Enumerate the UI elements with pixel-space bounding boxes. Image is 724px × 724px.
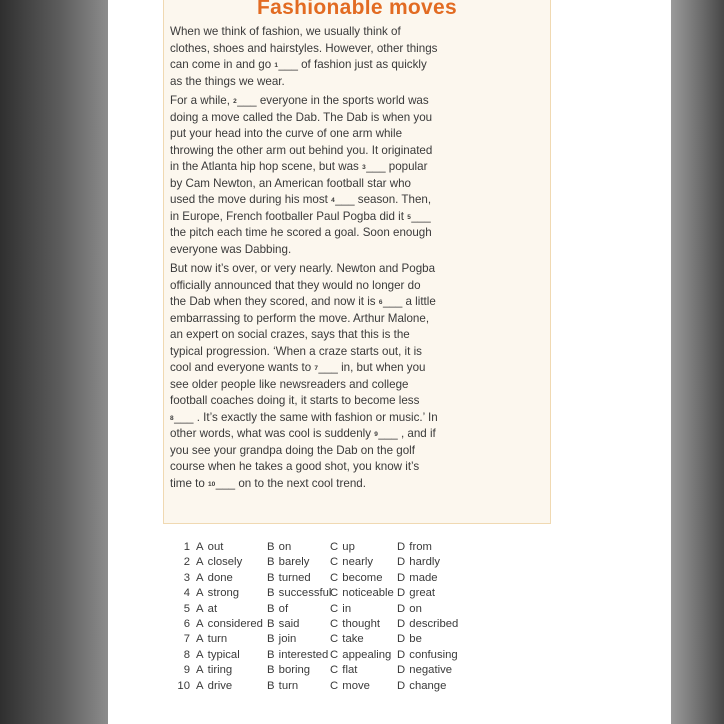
- option-letter: C: [330, 587, 339, 600]
- option-text: negative: [406, 664, 453, 677]
- question-number: 9: [183, 664, 190, 677]
- question-number: 3: [183, 571, 190, 584]
- option-text: join: [275, 633, 297, 646]
- background-right: [671, 0, 724, 724]
- gap-line: ___: [318, 361, 338, 374]
- option-d: [397, 540, 467, 555]
- option-letter: D: [397, 617, 406, 630]
- option-letter: A: [196, 648, 204, 661]
- article-paragraph: [170, 93, 438, 258]
- option-a: [196, 663, 267, 678]
- gap-5: [407, 210, 430, 223]
- gap-number: 1: [274, 62, 279, 69]
- option-letter: A: [196, 556, 204, 569]
- option-a: [196, 571, 267, 586]
- paragraph-text: season. Then, in Europe, French footballer Paul Pogba did it: [170, 193, 432, 223]
- option-b: [267, 586, 330, 601]
- article-paragraph: [170, 261, 438, 492]
- option-a: [196, 679, 267, 694]
- question-number: 6: [183, 617, 190, 630]
- article-title: Fashionable moves: [257, 0, 457, 19]
- option-text: take: [339, 633, 364, 646]
- option-letter: B: [267, 679, 275, 692]
- question-number: 4: [183, 587, 190, 600]
- paragraph-text: For a while,: [170, 94, 234, 107]
- option-letter: C: [330, 664, 339, 677]
- option-c: [330, 571, 397, 586]
- gap-number: 2: [233, 98, 237, 105]
- option-c: [330, 540, 397, 555]
- option-d: [397, 617, 467, 632]
- paragraph-text: When we think of fashion, we usually think of clothes, shoes and hairstyles. However, other things can come in and go: [170, 25, 438, 71]
- article-paragraph: [170, 24, 438, 90]
- option-letter: D: [397, 679, 406, 692]
- option-letter: A: [196, 633, 204, 646]
- paragraph-text: , and if you see your grandpa doing the Dab on the golf course when he takes a good shot, you know it’s time to: [170, 427, 436, 490]
- option-c: [330, 663, 397, 678]
- option-text: flat: [339, 664, 358, 677]
- option-letter: B: [267, 587, 275, 600]
- gap-6: [379, 295, 402, 308]
- paragraph-text: . It’s exactly the same with fashion or music.’ In other words, what was cool is suddenly: [170, 410, 438, 440]
- option-text: described: [406, 617, 459, 630]
- gap-line: ___: [335, 193, 355, 206]
- option-text: typical: [204, 648, 240, 661]
- gap-10: [208, 477, 235, 490]
- gap-number: 4: [331, 197, 335, 204]
- option-text: be: [406, 633, 422, 646]
- option-letter: D: [397, 541, 406, 553]
- gap-line: ___: [411, 209, 431, 223]
- option-letter: A: [196, 617, 204, 630]
- option-text: out: [204, 541, 224, 553]
- option-letter: D: [397, 587, 406, 600]
- gap-9: [374, 427, 397, 440]
- option-letter: C: [330, 602, 339, 615]
- gap-1: [274, 58, 297, 71]
- option-letter: C: [330, 679, 339, 692]
- article-box: [163, 0, 551, 524]
- paragraph-text: in, but when you see older people like newsreaders and college football coaches doing it, it starts to become less: [170, 361, 426, 407]
- gap-number: 10: [208, 480, 216, 488]
- option-b: [267, 648, 330, 663]
- option-d: [397, 632, 467, 647]
- question-row: [172, 571, 467, 586]
- option-letter: A: [196, 602, 204, 615]
- gap-number: 3: [362, 164, 366, 171]
- option-a: [196, 602, 267, 617]
- gap-line: ___: [237, 94, 257, 107]
- option-letter: A: [196, 571, 204, 584]
- paragraph-text: of fashion just as quickly as the things we wear.: [170, 58, 427, 88]
- option-text: become: [339, 571, 383, 584]
- question-number: 2: [183, 556, 190, 569]
- option-letter: A: [196, 679, 204, 692]
- paragraph-text: the pitch each time he scored a goal. Soon enough everyone was Dabbing.: [170, 226, 432, 256]
- option-letter: B: [267, 556, 275, 569]
- option-text: from: [406, 541, 432, 553]
- option-text: drive: [204, 679, 233, 692]
- option-b: [267, 679, 330, 694]
- option-letter: B: [267, 664, 275, 677]
- option-b: [267, 555, 330, 570]
- option-letter: C: [330, 648, 339, 661]
- option-letter: D: [397, 556, 406, 569]
- option-c: [330, 617, 397, 632]
- question-number: 1: [183, 541, 190, 553]
- gap-number: 5: [407, 213, 411, 221]
- option-text: barely: [275, 556, 310, 569]
- option-text: closely: [204, 556, 243, 569]
- option-text: appealing: [339, 648, 392, 661]
- option-c: [330, 632, 397, 647]
- option-text: tiring: [204, 664, 233, 677]
- option-b: [267, 617, 330, 632]
- gap-line: ___: [174, 410, 194, 424]
- option-text: at: [204, 602, 218, 615]
- option-d: [397, 648, 467, 663]
- question-row: [172, 663, 467, 678]
- option-letter: A: [196, 541, 204, 553]
- gap-2: [233, 94, 256, 107]
- option-text: noticeable: [339, 587, 394, 600]
- gap-line: ___: [215, 476, 236, 490]
- question-number: 5: [183, 602, 190, 615]
- option-text: thought: [339, 617, 381, 630]
- gap-line: ___: [366, 160, 386, 173]
- options-table: [172, 540, 467, 694]
- gap-number: 9: [374, 431, 378, 438]
- option-d: [397, 663, 467, 678]
- option-letter: D: [397, 664, 406, 677]
- worksheet-page: [108, 0, 671, 724]
- option-a: [196, 617, 267, 632]
- paragraph-text: everyone in the sports world was doing a move called the Dab. The Dab is when you put your head into the curve of one arm while throwing the other arm out behind you. It originated in the Atlanta hip hop scene, but was: [170, 94, 433, 173]
- question-row: [172, 586, 467, 601]
- gap-line: ___: [378, 427, 398, 440]
- paragraph-text: on to the next cool trend.: [235, 476, 366, 490]
- option-c: [330, 555, 397, 570]
- option-letter: C: [330, 556, 339, 569]
- option-a: [196, 586, 267, 601]
- option-letter: C: [330, 633, 339, 646]
- option-a: [196, 555, 267, 570]
- option-letter: B: [267, 617, 275, 630]
- option-text: nearly: [339, 556, 374, 569]
- option-b: [267, 602, 330, 617]
- option-letter: B: [267, 602, 275, 615]
- option-d: [397, 555, 467, 570]
- question-row: [172, 555, 467, 570]
- question-row: [172, 602, 467, 617]
- gap-number: 7: [314, 365, 318, 372]
- question-row: [172, 632, 467, 647]
- question-row: [172, 648, 467, 663]
- gap-number: 6: [378, 299, 383, 306]
- question-number: 7: [183, 633, 190, 646]
- option-d: [397, 586, 467, 601]
- option-text: change: [406, 679, 447, 692]
- gap-7: [314, 361, 337, 374]
- paragraph-text: But now it’s over, or very nearly. Newton and Pogba officially announced that they would no longer do the Dab when they scored, and now it is: [170, 262, 436, 308]
- option-letter: C: [330, 571, 339, 584]
- gap-8: [170, 411, 193, 424]
- option-letter: D: [397, 648, 406, 661]
- option-text: of: [275, 602, 289, 615]
- background-left: [0, 0, 108, 724]
- question-row: [172, 540, 467, 555]
- option-text: hardly: [406, 556, 441, 569]
- option-c: [330, 679, 397, 694]
- gap-number: 8: [170, 414, 174, 422]
- option-text: considered: [204, 617, 263, 630]
- gap-4: [331, 193, 354, 206]
- option-letter: B: [267, 633, 275, 646]
- option-c: [330, 648, 397, 663]
- option-text: said: [275, 617, 300, 630]
- option-text: great: [406, 587, 436, 600]
- option-text: boring: [275, 664, 311, 677]
- option-c: [330, 586, 397, 601]
- option-letter: C: [330, 617, 339, 630]
- question-number: 10: [177, 679, 190, 692]
- option-letter: A: [196, 587, 204, 600]
- paragraph-text: a little embarrassing to perform the move. Arthur Malone, an expert on social crazes, says that this is the typical progression. ‘When a craze starts out, it is cool and everyone wants to: [170, 295, 436, 374]
- question-number: 8: [183, 648, 190, 661]
- option-letter: A: [196, 664, 204, 677]
- question-row: [172, 679, 467, 694]
- option-a: [196, 632, 267, 647]
- option-letter: B: [267, 648, 275, 661]
- question-row: [172, 617, 467, 632]
- option-text: strong: [204, 587, 240, 600]
- gap-3: [362, 160, 385, 173]
- option-letter: D: [397, 571, 406, 584]
- option-text: done: [204, 571, 233, 584]
- option-text: up: [339, 541, 355, 553]
- option-c: [330, 602, 397, 617]
- option-b: [267, 632, 330, 647]
- article-text: [170, 24, 438, 495]
- option-letter: B: [267, 541, 275, 553]
- gap-line: ___: [382, 295, 403, 308]
- option-letter: B: [267, 571, 275, 584]
- option-text: successful: [275, 587, 332, 600]
- option-text: made: [406, 571, 438, 584]
- option-d: [397, 679, 467, 694]
- option-text: move: [339, 679, 370, 692]
- option-letter: C: [330, 541, 339, 553]
- option-text: on: [275, 541, 292, 553]
- option-letter: D: [397, 633, 406, 646]
- option-b: [267, 663, 330, 678]
- option-d: [397, 602, 467, 617]
- paragraph-text: popular by Cam Newton, an American football star who used the move during his most: [170, 160, 428, 206]
- option-text: on: [406, 602, 422, 615]
- option-text: in: [339, 602, 352, 615]
- option-text: turn: [204, 633, 228, 646]
- option-d: [397, 571, 467, 586]
- option-text: interested: [275, 648, 329, 661]
- gap-line: ___: [278, 58, 298, 71]
- option-text: turned: [275, 571, 311, 584]
- option-letter: D: [397, 602, 406, 615]
- option-text: turn: [275, 679, 299, 692]
- option-b: [267, 571, 330, 586]
- option-a: [196, 540, 267, 555]
- option-text: confusing: [406, 648, 458, 661]
- option-a: [196, 648, 267, 663]
- option-b: [267, 540, 330, 555]
